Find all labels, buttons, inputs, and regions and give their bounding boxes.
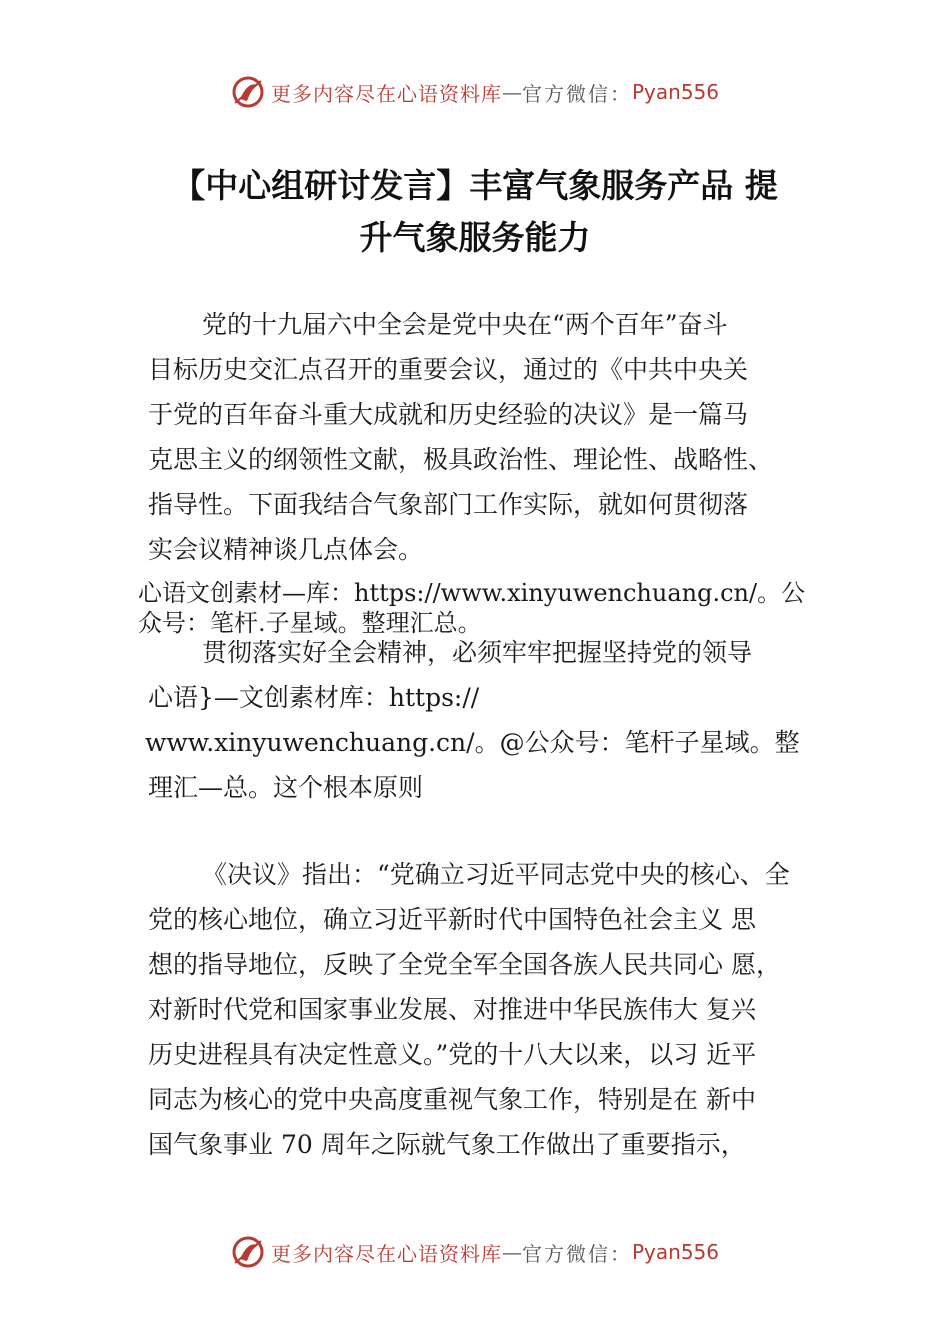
- paragraph-1-line: 实会议精神谈几点体会。: [148, 535, 424, 564]
- paragraph-3-line: 对新时代党和国家事业发展、对推进中华民族伟大 复兴: [148, 995, 756, 1024]
- watermark-line: 众号：笔杆.子星域。整理汇总。: [138, 609, 482, 637]
- paragraph-2-line: 心语}—文创素材库：https://: [148, 683, 480, 712]
- title-line-1: 【中心组研讨发言】丰富气象服务产品 提: [172, 166, 778, 205]
- banner-wechat-id: Pyan556: [631, 80, 719, 104]
- paragraph-1-line: 克思主义的纲领性文献，极具政治性、理论性、战略性、: [148, 445, 774, 474]
- footer-banner: [0, 1230, 950, 1274]
- document-title: [140, 160, 810, 264]
- banner-wechat-label: 官方微信：: [521, 81, 632, 106]
- paragraph-3-line: 历史进程具有决定性意义。”党的十八大以来，以习 近平: [148, 1040, 757, 1069]
- banner-wechat-label: 官方微信：: [521, 1241, 632, 1266]
- watermark-line: 心语文创素材—库：https://www.xinyuwenchuang.cn/。公: [138, 579, 806, 607]
- paragraph-2-line: www.xinyuwenchuang.cn/。@公众号：笔杆子星域。整: [145, 728, 800, 757]
- paragraph-2-line: 理汇—总。这个根本原则: [148, 773, 424, 802]
- header-banner: [0, 70, 950, 114]
- paragraph-1-line: 于党的百年奋斗重大成就和历史经验的决议》是一篇马: [148, 400, 749, 429]
- logo-icon: [231, 75, 265, 109]
- banner-separator: —: [501, 80, 522, 104]
- paragraph-2-line: 贯彻落实好全会精神，必须牢牢把握坚持党的领导: [202, 638, 753, 667]
- title-line-2: 升气象服务能力: [359, 218, 591, 257]
- paragraph-1-line: 目标历史交汇点召开的重要会议，通过的《中共中央关: [148, 355, 749, 384]
- paragraph-1-line: 党的十九届六中全会是党中央在“两个百年”奋斗: [202, 310, 728, 339]
- paragraph-1-line: 指导性。下面我结合气象部门工作实际，就如何贯彻落: [148, 490, 749, 519]
- paragraph-3-line: 《决议》指出：“党确立习近平同志党中央的核心、全: [202, 860, 790, 889]
- paragraph-3-line: 想的指导地位，反映了全党全军全国各族人民共同心 愿，: [148, 950, 781, 979]
- logo-icon: [231, 1235, 265, 1269]
- paragraph-3-line: 党的核心地位，确立习近平新时代中国特色社会主义 思: [148, 905, 756, 934]
- banner-text: 更多内容尽在心语资料库: [270, 1241, 502, 1266]
- banner-wechat-id: Pyan556: [631, 1240, 719, 1264]
- paragraph-3-line: 国气象事业 70 周年之际就气象工作做出了重要指示，: [148, 1130, 746, 1159]
- paragraph-3-line: 同志为核心的党中央高度重视气象工作，特别是在 新中: [148, 1085, 756, 1114]
- banner-separator: —: [501, 1240, 522, 1264]
- banner-text: 更多内容尽在心语资料库: [270, 81, 502, 106]
